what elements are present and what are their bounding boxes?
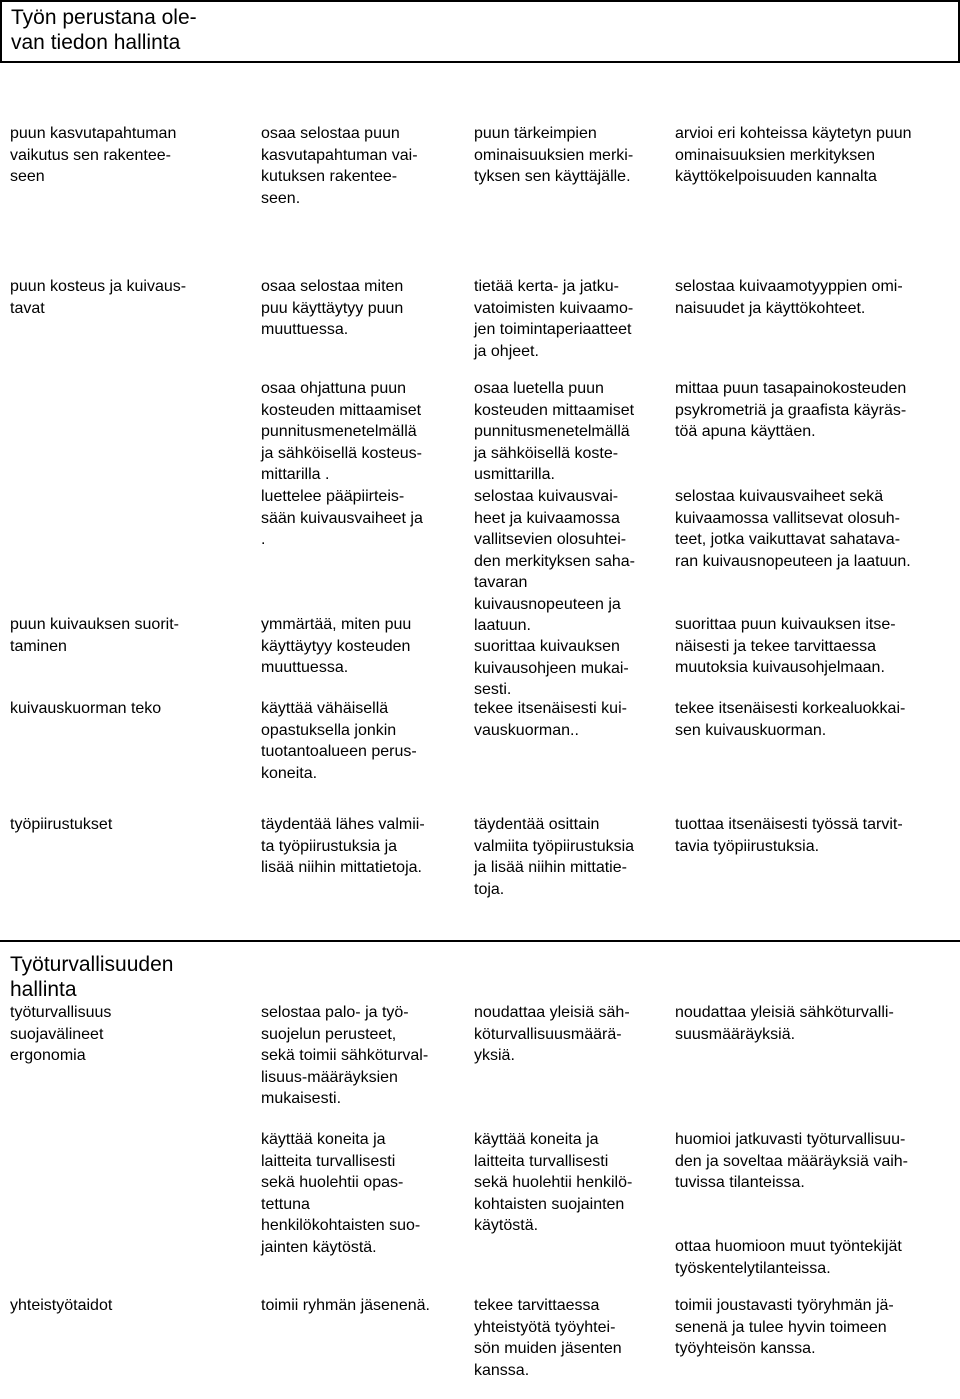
row-drying-level1c	[261, 614, 461, 679]
section2-title-cell	[10, 952, 250, 1067]
row-growth-level3	[675, 123, 955, 188]
criteria-text: tekee itsenäisesti kui- vauskuorman..	[474, 700, 627, 739]
criteria-text: osaa ohjattuna puun kosteuden mittaamiset punnitusmenetelmällä ja sähköisellä kosteus- mittarilla .	[261, 380, 422, 483]
row-drying-level3b	[675, 486, 955, 572]
row-drying-level3a	[675, 378, 955, 443]
criteria-text: arvioi eri kohteissa käytetyn puun ominaisuuksien merkityksen käyttökelpoisuuden kannalta	[675, 125, 912, 185]
row-moisture-level1	[261, 276, 461, 341]
row-growth-label	[10, 123, 250, 188]
criteria-text: selostaa kuivausvai- heet ja kuivaamossa vallitsevien olosuhtei- den merkityksen saha- tavaran kuivausnopeuteen ja laatuun.	[474, 488, 635, 634]
row-safety-level1b	[261, 1129, 461, 1258]
row-drawings-level1	[261, 814, 466, 879]
section2-title: Työturvallisuuden hallinta	[10, 953, 174, 1001]
section1-title: Työn perustana ole- van tiedon hallinta	[11, 6, 197, 54]
row-drying-level1a	[261, 378, 461, 486]
criteria-text: selostaa kuivaamotyyppien omi- naisuudet ja käyttökohteet.	[675, 278, 903, 317]
criteria-text: huomioi jatkuvasti työturvallisuu- den ja soveltaa määräyksiä vaih- tuvissa tilanteissa.	[675, 1131, 909, 1191]
criteria-text: suorittaa puun kuivauksen itse- näisesti ja tekee tarvittaessa muutoksia kuivausohjelmaan.	[675, 616, 896, 676]
criteria-text: osaa luetella puun kosteuden mittaamiset punnitusmenetelmällä ja sähköisellä koste- usmittarilla.	[474, 380, 635, 483]
criteria-text: suorittaa kuivauksen kuivausohjeen mukai- sesti.	[474, 638, 629, 698]
criteria-text: tuottaa itsenäisesti työssä tarvit- tavia työpiirustuksia.	[675, 816, 903, 855]
row-label: puun kosteus ja kuivaus- tavat	[10, 278, 187, 317]
criteria-text: noudattaa yleisiä säh- köturvallisuusmäärä- yksiä.	[474, 1004, 630, 1064]
row-cooperation-level2	[474, 1295, 669, 1381]
criteria-text: ymmärtää, miten puu käyttäytyy kosteuden muuttuessa.	[261, 616, 412, 676]
section1-title-cell	[11, 5, 311, 55]
criteria-text: tietää kerta- ja jatku- vatoimisten kuivaamo- jen toimintaperiaatteet ja ohjeet.	[474, 278, 634, 360]
row-load-level3	[675, 698, 955, 741]
row-safety-level3b	[675, 1129, 955, 1194]
row-cooperation-level1	[261, 1295, 466, 1317]
criteria-text: mittaa puun tasapainokosteuden psykrometriä ja graafista käyräs- töä apuna käyttäen.	[675, 380, 907, 440]
rule-left	[0, 0, 2, 62]
row-label: puun kasvutapahtuman vaikutus sen rakentee- seen	[10, 125, 177, 185]
row-drawings-level2	[474, 814, 669, 900]
row-moisture-level3	[675, 276, 955, 319]
row-cooperation-level3	[675, 1295, 955, 1360]
row-growth-level1	[261, 123, 461, 209]
row-label: puun kuivauksen suorit- taminen	[10, 616, 179, 655]
criteria-text: osaa selostaa puun kasvutapahtuman vai- kutuksen rakentee- seen.	[261, 125, 418, 207]
row-drawings-label	[10, 814, 250, 836]
row-drying-level2b	[474, 486, 669, 637]
row-label: työpiirustukset	[10, 816, 113, 833]
criteria-text: käyttää koneita ja laitteita turvallisesti sekä huolehtii henkilö- kohtaisten suojainten käytöstä.	[474, 1131, 633, 1234]
criteria-text: käyttää koneita ja laitteita turvallisesti sekä huolehtii opas- tettuna henkilökohtaisten suo- jainten käytöstä.	[261, 1131, 421, 1256]
criteria-text: täydentää lähes valmii- ta työpiirustuksia ja lisää niihin mittatietoja.	[261, 816, 425, 876]
row-safety-level2b	[474, 1129, 669, 1237]
row-cooperation-label	[10, 1295, 250, 1317]
criteria-text: tekee tarvittaessa yhteistyötä työyhtei- sön muiden jäsenten kanssa.	[474, 1297, 622, 1379]
row-label: yhteistyötaidot	[10, 1297, 113, 1314]
row-safety-level2a	[474, 1002, 669, 1067]
row-safety-level1a	[261, 1002, 461, 1110]
criteria-text: noudattaa yleisiä sähköturvalli- suusmääräyksiä.	[675, 1004, 894, 1043]
criteria-text: selostaa kuivausvaiheet sekä kuivaamossa vallitsevat olosuh- teet, jotka vaikuttavat sahatava- ran kuivausnopeuteen ja laatuun.	[675, 488, 911, 570]
criteria-text: käyttää vähäisellä opastuksella jonkin tuotantoalueen perus- koneita.	[261, 700, 417, 782]
rule-section2	[0, 940, 960, 942]
rule-section1	[0, 61, 960, 63]
row-moisture-level2	[474, 276, 669, 362]
criteria-text: toimii ryhmän jäsenenä.	[261, 1297, 430, 1314]
criteria-text: luettelee pääpiirteis- sään kuivausvaiheet ja .	[261, 488, 423, 548]
criteria-text: osaa selostaa miten puu käyttäytyy puun muuttuessa.	[261, 278, 404, 338]
row-drying-label	[10, 614, 250, 657]
criteria-text: ottaa huomioon muut työntekijät työskentelytilanteissa.	[675, 1238, 902, 1277]
rule-top	[0, 0, 960, 2]
criteria-text: täydentää osittain valmiita työpiirustuksia ja lisää niihin mittatie- toja.	[474, 816, 635, 898]
section2-subtitle: työturvallisuus suojavälineet ergonomia	[10, 1004, 112, 1064]
row-safety-level3c	[675, 1236, 955, 1279]
row-growth-level2	[474, 123, 669, 188]
row-drying-level1b	[261, 486, 461, 551]
row-load-level1	[261, 698, 461, 784]
criteria-text: selostaa palo- ja työ- suojelun perusteet, sekä toimii sähköturval- lisuus-määräyksien mukaisesti.	[261, 1004, 429, 1107]
row-drying-level3c	[675, 614, 955, 679]
row-drying-level2c	[474, 636, 669, 701]
criteria-text: tekee itsenäisesti korkealuokkai- sen kuivauskuorman.	[675, 700, 906, 739]
row-load-label	[10, 698, 250, 720]
row-label: kuivauskuorman teko	[10, 700, 162, 717]
row-safety-level3a	[675, 1002, 955, 1045]
row-load-level2	[474, 698, 669, 741]
criteria-text: puun tärkeimpien ominaisuuksien merki- tyksen sen käyttäjälle.	[474, 125, 634, 185]
row-moisture-label	[10, 276, 250, 319]
row-drying-level2a	[474, 378, 669, 486]
criteria-text: toimii joustavasti työryhmän jä- senenä ja tulee hyvin toimeen työyhteisön kanssa.	[675, 1297, 894, 1357]
row-drawings-level3	[675, 814, 955, 857]
